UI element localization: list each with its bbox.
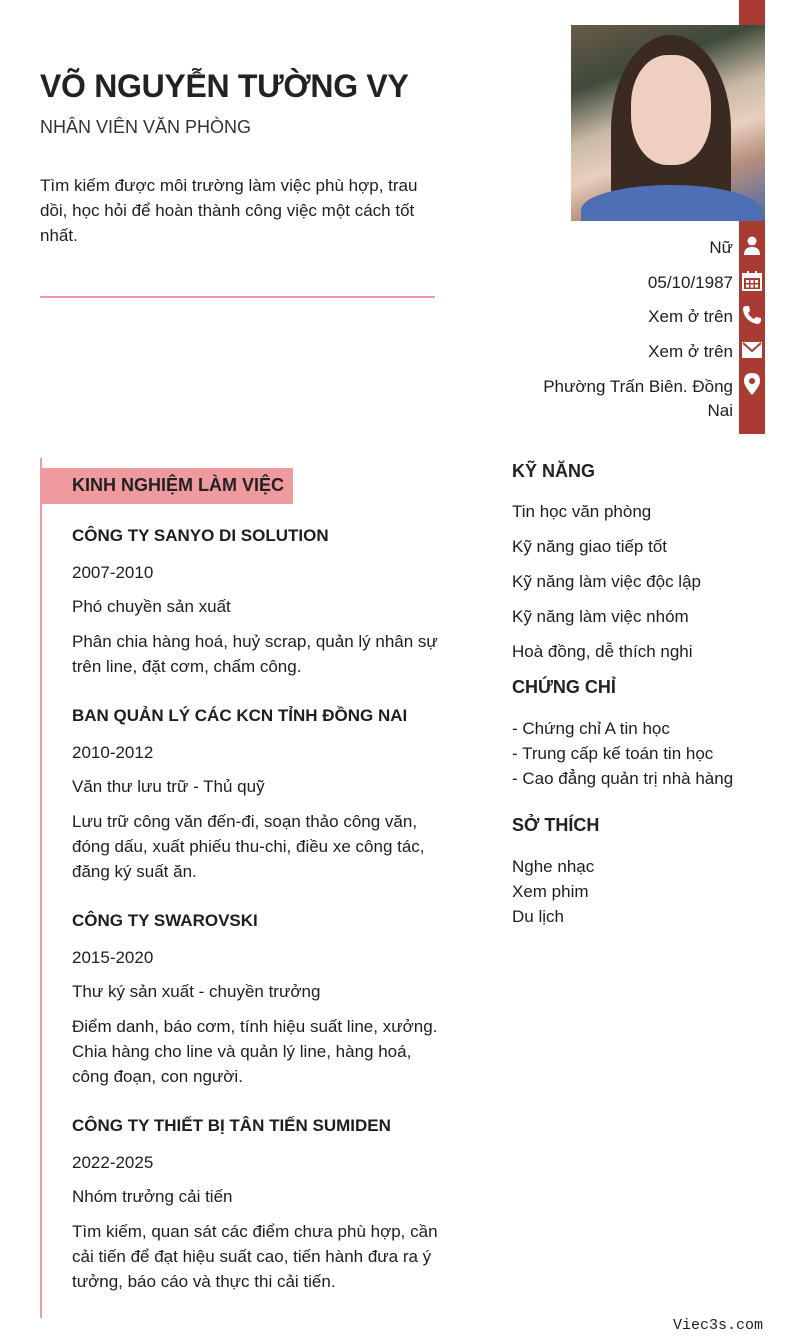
person-icon <box>742 236 762 256</box>
phone: Xem ở trên <box>648 307 733 326</box>
hobby-item: Xem phim <box>512 882 589 901</box>
accent-bar <box>739 0 765 25</box>
skill-item: Kỹ năng giao tiếp tốt <box>512 537 668 556</box>
candidate-name: VÕ NGUYỄN TƯỜNG VY <box>40 68 409 104</box>
email: Xem ở trên <box>648 342 733 361</box>
experience-heading: KINH NGHIỆM LÀM VIỆC <box>41 468 293 504</box>
gender: Nữ <box>709 238 733 257</box>
footer-watermark: Viec3s.com <box>672 1317 763 1334</box>
certificate-item: - Chứng chỉ A tin học <box>512 719 670 738</box>
right-column <box>512 459 772 929</box>
job-entry <box>72 909 442 1089</box>
phone-icon <box>742 305 762 325</box>
mail-icon <box>742 340 762 360</box>
section-line <box>40 458 42 1318</box>
description: Phân chia hàng hoá, huỷ scrap, quản lý nhân sự trên line, đặt cơm, chấm công. <box>72 632 438 676</box>
job-entry <box>72 524 442 679</box>
job-entry <box>72 1114 442 1294</box>
position: Thư ký sản xuất - chuyền trưởng <box>72 982 321 1001</box>
hobbies-heading: SỞ THÍCH <box>512 815 600 835</box>
company: BAN QUẢN LÝ CÁC KCN TỈNH ĐỒNG NAI <box>72 706 408 725</box>
skill-item: Hoà đồng, dễ thích nghi <box>512 642 693 661</box>
period: 2015-2020 <box>72 948 154 967</box>
calendar-icon <box>742 271 762 291</box>
hobby-item: Nghe nhạc <box>512 857 595 876</box>
period: 2010-2012 <box>72 743 154 762</box>
position: Phó chuyền sản xuất <box>72 597 231 616</box>
certificates-heading: CHỨNG CHỈ <box>512 677 616 697</box>
description: Tìm kiếm, quan sát các điểm chưa phù hợp, cần cải tiến để đạt hiệu suất cao, tiến hành đưa ra ý tưởng, báo cáo và thực thi cải tiến. <box>72 1222 438 1291</box>
company: CÔNG TY SWAROVSKI <box>72 911 258 930</box>
certificate-item: - Trung cấp kế toán tin học <box>512 744 714 763</box>
position: Văn thư lưu trữ - Thủ quỹ <box>72 777 265 796</box>
skill-item: Kỹ năng làm việc nhóm <box>512 607 689 626</box>
location-icon <box>742 374 762 394</box>
description: Điểm danh, báo cơm, tính hiệu suất line, xưởng. Chia hàng cho line và quản lý line, hàng hoá, công đoạn, con người. <box>72 1017 438 1086</box>
skill-item: Tin học văn phòng <box>512 502 652 521</box>
experience-list <box>72 524 442 1319</box>
job-entry <box>72 704 442 884</box>
position: Nhóm trưởng cải tiến <box>72 1187 233 1206</box>
profile-photo <box>571 25 765 221</box>
description: Lưu trữ công văn đến-đi, soạn thảo công văn, đóng dấu, xuất phiếu thu-chi, điều xe công tác, đăng ký suất ăn. <box>72 812 425 881</box>
divider <box>40 296 435 298</box>
birthdate: 05/10/1987 <box>647 273 733 292</box>
career-objective: Tìm kiếm được môi trường làm việc phù hợp, trau dồi, học hỏi để hoàn thành công việc một cách tốt nhất. <box>40 176 418 245</box>
company: CÔNG TY SANYO DI SOLUTION <box>72 526 329 545</box>
job-title: NHÂN VIÊN VĂN PHÒNG <box>40 117 252 137</box>
skill-item: Kỹ năng làm việc độc lập <box>512 572 701 591</box>
period: 2022-2025 <box>72 1153 154 1172</box>
period: 2007-2010 <box>72 563 154 582</box>
skills-heading: KỸ NĂNG <box>512 461 596 481</box>
hobby-item: Du lịch <box>512 907 564 926</box>
company: CÔNG TY THIẾT BỊ TÂN TIẾN SUMIDEN <box>72 1116 391 1135</box>
address: Phường Trấn Biên. Đồng Nai <box>543 377 733 420</box>
certificate-item: - Cao đẳng quản trị nhà hàng <box>512 769 734 788</box>
